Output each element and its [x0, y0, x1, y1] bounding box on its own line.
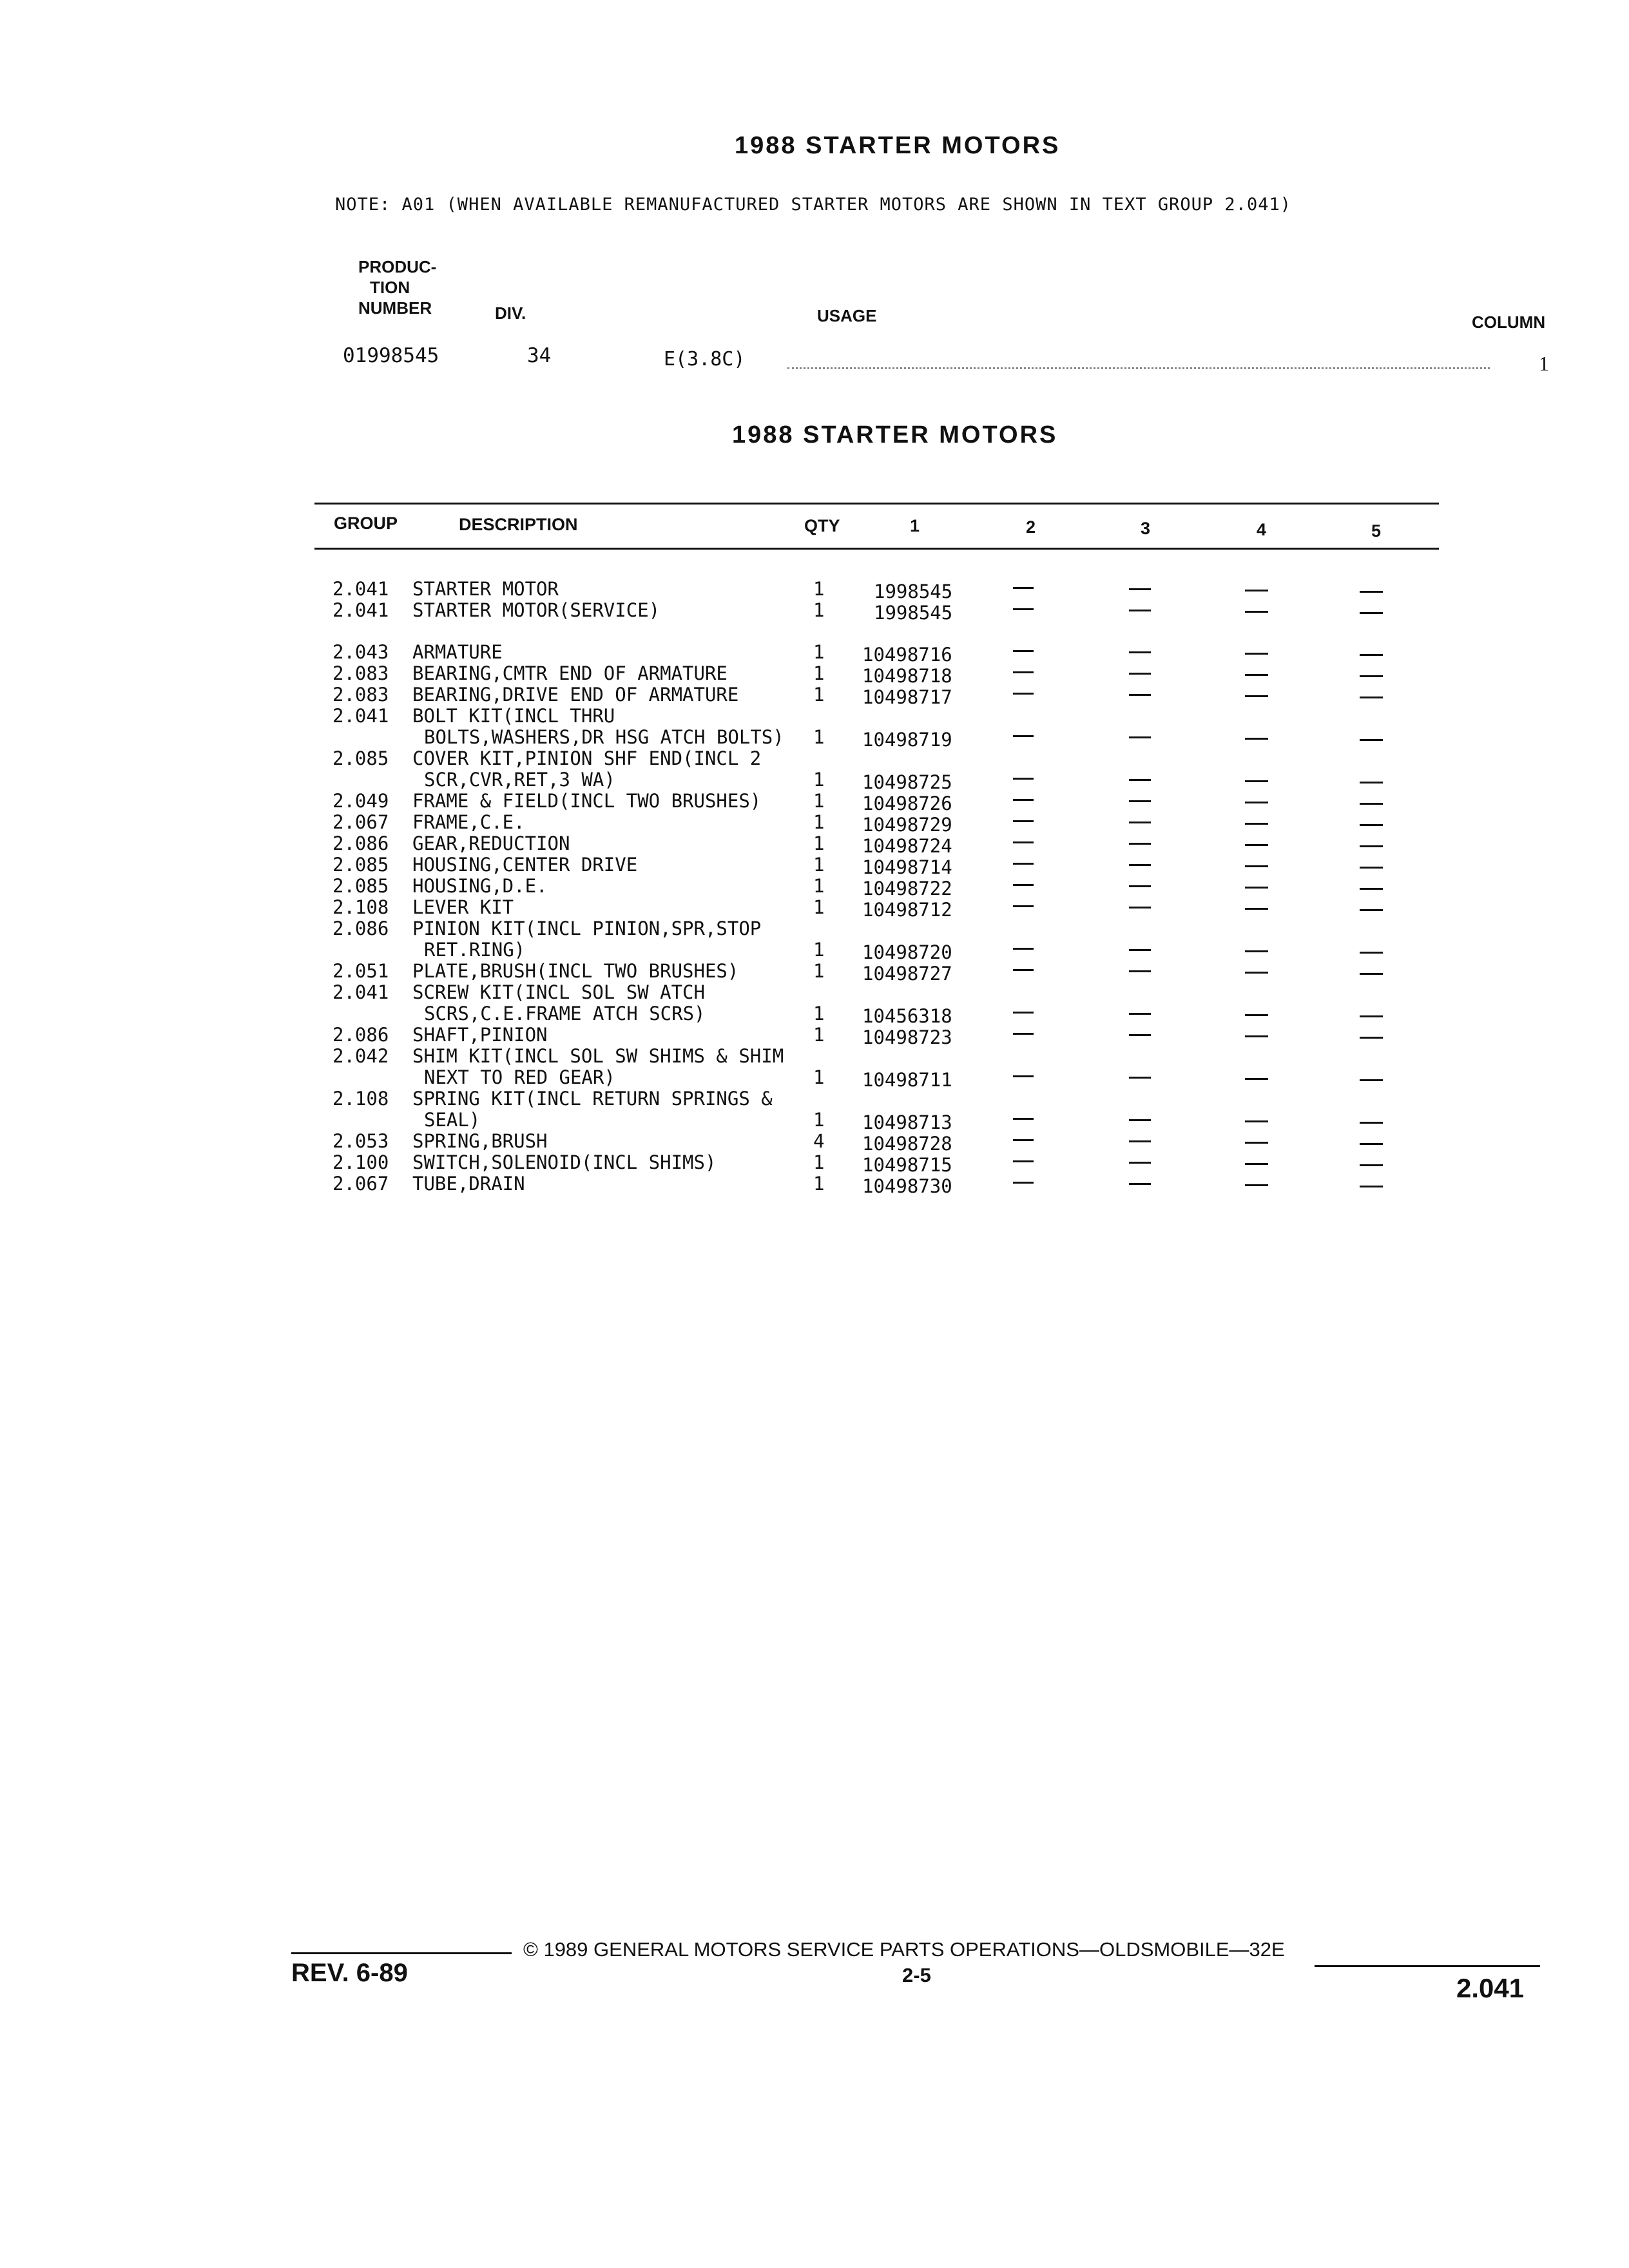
group-cell: 2.053 [333, 1130, 389, 1152]
part-number-cell: 10498725 [862, 771, 952, 793]
empty-column-dash [1245, 908, 1268, 910]
empty-column-dash [1360, 973, 1383, 975]
empty-column-dash [1129, 885, 1151, 887]
description-header: DESCRIPTION [459, 515, 578, 534]
empty-column-dash [1245, 1078, 1268, 1080]
empty-column-dash [1013, 820, 1034, 822]
empty-column-dash [1245, 674, 1268, 676]
revision-label: REV. 6-89 [291, 1959, 408, 1987]
empty-column-dash [1013, 1139, 1034, 1141]
empty-column-dash [1245, 695, 1268, 697]
empty-column-dash [1129, 736, 1151, 738]
empty-column-dash [1013, 1118, 1034, 1120]
copyright-text: © 1989 GENERAL MOTORS SERVICE PARTS OPERATIONS—OLDSMOBILE—32E [523, 1938, 1285, 1961]
qty-cell: 1 [813, 726, 825, 748]
table-row [0, 832, 1629, 857]
table-row [0, 1088, 1629, 1133]
col2-header: 2 [1026, 517, 1036, 537]
empty-column-dash [1013, 587, 1034, 589]
description-cell: BOLTS,WASHERS,DR HSG ATCH BOLTS) [424, 726, 784, 748]
empty-column-dash [1013, 735, 1034, 737]
qty-cell: 1 [813, 1003, 825, 1024]
part-number-cell: 10498727 [862, 963, 952, 985]
empty-column-dash [1360, 888, 1383, 890]
qty-cell: 1 [813, 1173, 825, 1195]
group-cell: 2.051 [333, 960, 389, 982]
part-number-cell: 10498726 [862, 793, 952, 814]
table-row [0, 1173, 1629, 1197]
empty-column-dash [1013, 863, 1034, 865]
table-row [0, 981, 1629, 1027]
description-cell: RET.RING) [424, 939, 526, 961]
description-cell: SEAL) [424, 1109, 481, 1131]
div-value: 34 [527, 344, 552, 367]
description-cell: NEXT TO RED GEAR) [424, 1066, 615, 1088]
description-cell: SCREW KIT(INCL SOL SW ATCH [412, 981, 705, 1003]
section-number: 2.041 [1456, 1973, 1525, 2003]
note-text: NOTE: A01 (WHEN AVAILABLE REMANUFACTURED STARTER MOTORS ARE SHOWN IN TEXT GROUP 2.041) [335, 195, 1291, 215]
empty-column-dash [1245, 865, 1268, 867]
table-row [0, 1045, 1629, 1091]
empty-column-dash [1013, 905, 1034, 907]
group-cell: 2.085 [333, 747, 389, 769]
empty-column-dash [1245, 611, 1268, 613]
empty-column-dash [1129, 1013, 1151, 1015]
table-row [0, 641, 1629, 666]
group-cell: 2.041 [333, 599, 389, 621]
empty-column-dash [1245, 1035, 1268, 1037]
empty-column-dash [1360, 909, 1383, 911]
group-cell: 2.086 [333, 918, 389, 939]
usage-value: E(3.8C) [664, 348, 746, 370]
description-cell: SPRING KIT(INCL RETURN SPRINGS & [412, 1088, 773, 1110]
empty-column-dash [1129, 694, 1151, 696]
qty-cell: 1 [813, 875, 825, 897]
empty-column-dash [1129, 907, 1151, 908]
empty-column-dash [1360, 782, 1383, 783]
description-cell: TUBE,DRAIN [412, 1173, 525, 1195]
qty-cell: 1 [813, 939, 825, 961]
empty-column-dash [1245, 823, 1268, 825]
footer-right-rule [1315, 1965, 1540, 1967]
empty-column-dash [1129, 1183, 1151, 1185]
empty-column-dash [1360, 654, 1383, 656]
part-number-cell: 10498712 [862, 899, 952, 921]
part-number-cell: 10498728 [862, 1133, 952, 1155]
group-cell: 2.108 [333, 896, 389, 918]
description-cell: ARMATURE [412, 641, 503, 663]
empty-column-dash [1360, 845, 1383, 847]
description-cell: STARTER MOTOR [412, 578, 559, 600]
description-cell: GEAR,REDUCTION [412, 832, 570, 854]
qty-cell: 1 [813, 1024, 825, 1046]
part-number-cell: 10498730 [862, 1175, 952, 1197]
description-cell: FRAME,C.E. [412, 811, 525, 833]
empty-column-dash [1129, 800, 1151, 802]
description-cell: SCRS,C.E.FRAME ATCH SCRS) [424, 1003, 706, 1024]
empty-column-dash [1129, 651, 1151, 653]
part-number-cell: 10498719 [862, 729, 952, 751]
empty-column-dash [1013, 1075, 1034, 1077]
empty-column-dash [1245, 1120, 1268, 1122]
empty-column-dash [1245, 653, 1268, 655]
column-value: 1 [1539, 352, 1549, 375]
empty-column-dash [1129, 843, 1151, 845]
table-row [0, 578, 1629, 602]
group-cell: 2.043 [333, 641, 389, 663]
group-header: GROUP [334, 514, 398, 533]
empty-column-dash [1129, 673, 1151, 675]
description-cell: BEARING,CMTR END OF ARMATURE [412, 662, 728, 684]
part-number-cell: 10498711 [862, 1069, 952, 1091]
part-number-cell: 10498724 [862, 835, 952, 857]
empty-column-dash [1013, 1160, 1034, 1162]
footer-left-rule [291, 1952, 512, 1954]
empty-column-dash [1129, 779, 1151, 781]
part-number-cell: 10498720 [862, 941, 952, 963]
part-number-cell: 10498713 [862, 1111, 952, 1133]
table-row [0, 790, 1629, 814]
section1-title: 1988 STARTER MOTORS [735, 132, 1061, 159]
empty-column-dash [1129, 1162, 1151, 1164]
empty-column-dash [1360, 612, 1383, 614]
part-number-cell: 10498717 [862, 686, 952, 708]
qty-cell: 1 [813, 662, 825, 684]
empty-column-dash [1245, 590, 1268, 591]
empty-column-dash [1013, 693, 1034, 695]
empty-column-dash [1013, 948, 1034, 950]
table-row [0, 1130, 1629, 1155]
part-number-cell: 10456318 [862, 1005, 952, 1027]
group-cell: 2.083 [333, 684, 389, 706]
col3-header: 3 [1141, 519, 1151, 538]
production-number: 01998545 [343, 344, 439, 367]
empty-column-dash [1129, 822, 1151, 823]
production-header-line3: NUMBER [358, 298, 432, 318]
table-row [0, 811, 1629, 836]
col5-header: 5 [1371, 521, 1382, 541]
col1-header: 1 [910, 516, 920, 535]
qty-header: QTY [804, 516, 840, 535]
empty-column-dash [1360, 1122, 1383, 1124]
empty-column-dash [1360, 675, 1383, 677]
empty-column-dash [1245, 972, 1268, 974]
description-cell: SHIM KIT(INCL SOL SW SHIMS & SHIM [412, 1045, 784, 1067]
page-number: 2-5 [902, 1964, 931, 1986]
empty-column-dash [1129, 1140, 1151, 1142]
empty-column-dash [1129, 588, 1151, 590]
group-cell: 2.085 [333, 875, 389, 897]
group-cell: 2.108 [333, 1088, 389, 1110]
empty-column-dash [1360, 1164, 1383, 1166]
description-cell: HOUSING,CENTER DRIVE [412, 854, 638, 876]
table-row [0, 918, 1629, 963]
qty-cell: 1 [813, 1066, 825, 1088]
group-cell: 2.067 [333, 811, 389, 833]
table-row [0, 1151, 1629, 1176]
description-cell: PLATE,BRUSH(INCL TWO BRUSHES) [412, 960, 739, 982]
qty-cell: 1 [813, 1151, 825, 1173]
usage-header: USAGE [817, 306, 877, 325]
empty-column-dash [1245, 1014, 1268, 1016]
div-header: DIV. [495, 303, 526, 323]
empty-column-dash [1129, 970, 1151, 972]
table-row [0, 662, 1629, 687]
col4-header: 4 [1257, 520, 1267, 539]
empty-column-dash [1013, 778, 1034, 780]
group-cell: 2.086 [333, 832, 389, 854]
production-header-line1: PRODUC- [358, 257, 437, 276]
qty-cell: 1 [813, 578, 825, 600]
description-cell: LEVER KIT [412, 896, 514, 918]
empty-column-dash [1129, 1119, 1151, 1121]
group-cell: 2.041 [333, 578, 389, 600]
empty-column-dash [1129, 949, 1151, 951]
column-header: COLUMN [1472, 312, 1546, 332]
empty-column-dash [1013, 1033, 1034, 1035]
qty-cell: 1 [813, 1109, 825, 1131]
description-cell: SCR,CVR,RET,3 WA) [424, 769, 615, 791]
empty-column-dash [1360, 824, 1383, 826]
part-number-cell: 10498718 [862, 665, 952, 687]
part-number-cell: 10498716 [862, 644, 952, 666]
empty-column-dash [1245, 950, 1268, 952]
empty-column-dash [1013, 969, 1034, 971]
empty-column-dash [1013, 841, 1034, 843]
empty-column-dash [1245, 844, 1268, 846]
group-cell: 2.041 [333, 981, 389, 1003]
table-row [0, 599, 1629, 624]
description-cell: SWITCH,SOLENOID(INCL SHIMS) [412, 1151, 717, 1173]
table-row [0, 684, 1629, 708]
empty-column-dash [1013, 1012, 1034, 1014]
qty-cell: 1 [813, 896, 825, 918]
qty-cell: 4 [813, 1130, 825, 1152]
empty-column-dash [1360, 697, 1383, 698]
empty-column-dash [1013, 671, 1034, 673]
empty-column-dash [1360, 867, 1383, 869]
table-row [0, 854, 1629, 878]
description-cell: SHAFT,PINION [412, 1024, 548, 1046]
part-number-cell: 10498714 [862, 856, 952, 878]
group-cell: 2.049 [333, 790, 389, 812]
empty-column-dash [1013, 799, 1034, 801]
empty-column-dash [1245, 802, 1268, 803]
table-row [0, 960, 1629, 985]
table-row [0, 875, 1629, 899]
table-row [0, 747, 1629, 793]
empty-column-dash [1129, 864, 1151, 866]
empty-column-dash [1013, 884, 1034, 886]
empty-column-dash [1360, 1143, 1383, 1145]
empty-column-dash [1360, 1186, 1383, 1187]
table-row [0, 896, 1629, 921]
description-cell: HOUSING,D.E. [412, 875, 548, 897]
part-number-cell: 1998545 [874, 581, 953, 602]
qty-cell: 1 [813, 832, 825, 854]
production-header-line2: TION [370, 278, 410, 297]
empty-column-dash [1360, 1037, 1383, 1039]
empty-column-dash [1013, 608, 1034, 610]
part-number-cell: 10498715 [862, 1154, 952, 1176]
empty-column-dash [1360, 1015, 1383, 1017]
part-number-cell: 1998545 [874, 602, 953, 624]
empty-column-dash [1129, 1077, 1151, 1079]
description-cell: STARTER MOTOR(SERVICE) [412, 599, 660, 621]
qty-cell: 1 [813, 854, 825, 876]
table-row [0, 705, 1629, 751]
empty-column-dash [1360, 1079, 1383, 1081]
empty-column-dash [1360, 952, 1383, 954]
qty-cell: 1 [813, 960, 825, 982]
empty-column-dash [1013, 650, 1034, 652]
qty-cell: 1 [813, 790, 825, 812]
empty-column-dash [1245, 780, 1268, 782]
qty-cell: 1 [813, 811, 825, 833]
description-cell: COVER KIT,PINION SHF END(INCL 2 [412, 747, 762, 769]
table-row [0, 1024, 1629, 1048]
description-cell: PINION KIT(INCL PINION,SPR,STOP [412, 918, 762, 939]
part-number-cell: 10498722 [862, 878, 952, 899]
empty-column-dash [1013, 1182, 1034, 1184]
qty-cell: 1 [813, 684, 825, 706]
part-number-cell: 10498729 [862, 814, 952, 836]
description-cell: BEARING,DRIVE END OF ARMATURE [412, 684, 739, 706]
description-cell: FRAME & FIELD(INCL TWO BRUSHES) [412, 790, 762, 812]
empty-column-dash [1129, 1034, 1151, 1036]
empty-column-dash [1360, 803, 1383, 805]
group-cell: 2.100 [333, 1151, 389, 1173]
description-cell: SPRING,BRUSH [412, 1130, 548, 1152]
group-cell: 2.086 [333, 1024, 389, 1046]
empty-column-dash [1360, 591, 1383, 593]
qty-cell: 1 [813, 599, 825, 621]
empty-column-dash [1245, 1163, 1268, 1165]
part-number-cell: 10498723 [862, 1026, 952, 1048]
group-cell: 2.067 [333, 1173, 389, 1195]
empty-column-dash [1129, 610, 1151, 611]
description-cell: BOLT KIT(INCL THRU [412, 705, 615, 727]
empty-column-dash [1245, 738, 1268, 740]
empty-column-dash [1245, 1142, 1268, 1144]
group-cell: 2.041 [333, 705, 389, 727]
empty-column-dash [1360, 739, 1383, 741]
empty-column-dash [1245, 1184, 1268, 1186]
group-cell: 2.042 [333, 1045, 389, 1067]
group-cell: 2.083 [333, 662, 389, 684]
section2-title: 1988 STARTER MOTORS [732, 421, 1058, 448]
qty-cell: 1 [813, 769, 825, 791]
group-cell: 2.085 [333, 854, 389, 876]
empty-column-dash [1245, 887, 1268, 889]
qty-cell: 1 [813, 641, 825, 663]
